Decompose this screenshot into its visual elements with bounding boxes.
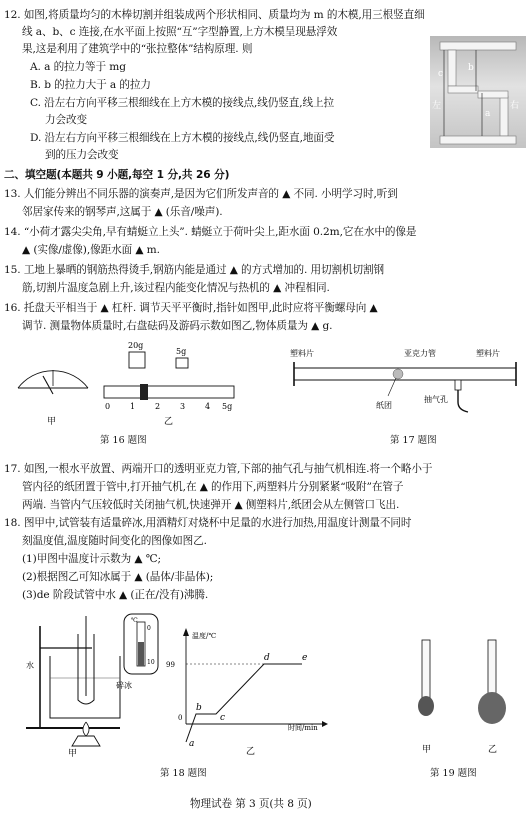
- pt-e: e: [302, 653, 308, 663]
- q18-part2: (2)根据图乙可知冰属于 ▲ (晶体/非晶体);: [22, 571, 214, 583]
- fig17-left-plate: 塑料片: [290, 349, 314, 358]
- label-ice: 碎冰: [116, 681, 132, 690]
- photo-label-c: c: [438, 69, 444, 79]
- therm-10: 10: [147, 659, 155, 666]
- fig18-label-b: 乙: [246, 747, 256, 757]
- fig17-caption: 第 17 题图: [390, 435, 437, 446]
- q18-line1: 18. 图甲中,试管装有适量碎冰,用酒精灯对烧杯中足量的水进行加热,用温度计测量不同时: [4, 517, 412, 529]
- fig19-caption: 第 19 题图: [430, 768, 477, 779]
- tick-4: 4: [205, 402, 211, 411]
- pt-c: c: [220, 713, 226, 723]
- q12-line1: 12. 如图,将质量均匀的木棒切割并组装成两个形状相同、质量均为 m 的木模,用三根竖直细: [4, 9, 425, 21]
- fig18-label-a: 甲: [68, 749, 78, 758]
- q13-line1: 13. 人们能分辨出不同乐器的演奏声,是因为它们所发声音的 ▲ 不同. 小明学习时,听到: [4, 188, 398, 200]
- photo-label-a: a: [485, 109, 491, 119]
- q15-line2: 筋,切割片温度急剧上升,该过程内能变化情况与热机的 ▲ 冲程相同.: [22, 282, 330, 294]
- tensegrity-photo: [430, 36, 526, 148]
- fig16-label-a: 甲: [47, 417, 57, 427]
- figure-16: [12, 340, 242, 444]
- q12-option-b: B. b 的拉力大于 a 的拉力: [30, 79, 151, 91]
- figure-18: [20, 608, 350, 762]
- weight-20g: 20g: [128, 341, 144, 350]
- page-footer: 物理试卷 第 3 页(共 8 页): [190, 798, 312, 810]
- q18-line2: 刻温度值,温度随时间变化的图像如图乙.: [22, 535, 207, 547]
- pt-a: a: [189, 739, 195, 749]
- fig17-hole: 抽气孔: [424, 395, 448, 404]
- photo-label-b: b: [468, 63, 474, 73]
- therm-unit: ℃: [131, 617, 138, 624]
- fig19-label-b: 乙: [488, 745, 498, 755]
- q18-part3: (3)de 阶段试管中水 ▲ (正在/没有)沸腾.: [22, 589, 209, 601]
- q14-line2: ▲ (实像/虚像),像距水面 ▲ m.: [22, 244, 160, 256]
- fig17-right-plate: 塑料片: [476, 349, 500, 358]
- graph-ylabel: 温度/℃: [192, 632, 217, 640]
- tick-3: 3: [180, 402, 186, 411]
- fig18-caption: 第 18 题图: [160, 768, 207, 779]
- tick-0: 0: [105, 402, 111, 411]
- pt-d: d: [264, 653, 270, 663]
- q12-option-c: C. 沿左右方向平移三根细线在上方木模的接线点,线仍竖直,线上拉: [30, 97, 335, 109]
- fig19-label-a: 甲: [422, 745, 432, 755]
- q12-line3: 果,这是利用了建筑学中的“张拉整体”结构原理. 则: [22, 43, 253, 55]
- q12-option-d-cont: 到的压力会改变: [45, 149, 119, 161]
- q12-option-a: A. a 的拉力等于 mg: [30, 61, 126, 73]
- graph-origin: 0: [178, 714, 183, 722]
- q16-line2: 调节. 测量物体质量时,右盘砝码及游码示数如图乙,物体质量为 ▲ g.: [22, 320, 333, 332]
- label-water: 水: [26, 661, 34, 670]
- photo-label-right: 右: [510, 101, 520, 111]
- tick-2: 2: [155, 402, 161, 411]
- tick-1: 1: [130, 402, 136, 411]
- q17-line3: 两端. 当管内气压较低时关闭抽气机,快速弹开 ▲ 侧塑料片,纸团会从左侧管口飞出.: [22, 499, 400, 511]
- therm-0: 0: [147, 625, 151, 632]
- q12-option-d: D. 沿左右方向平移三根细线在上方木模的接线点,线仍竖直,地面受: [30, 132, 335, 144]
- figure-19: [408, 636, 508, 760]
- graph-xlabel: 时间/min: [288, 724, 318, 732]
- photo-label-left: 左: [432, 101, 442, 111]
- fig16-caption: 第 16 题图: [100, 435, 147, 446]
- weight-5g: 5g: [176, 347, 187, 356]
- fig17-ball: 纸团: [376, 401, 392, 410]
- q16-line1: 16. 托盘天平相当于 ▲ 杠杆. 调节天平平衡时,指针如图甲,此时应将平衡螺母向 ▲: [4, 302, 378, 314]
- fig16-label-b: 乙: [164, 417, 174, 427]
- fig17-tube: 亚克力管: [404, 349, 436, 358]
- q14-line1: 14. “小荷才露尖尖角,早有蜻蜓立上头”. 蜻蜓立于荷叶尖上,距水面 0.2m,它在水中的像是: [4, 226, 417, 238]
- q17-line2: 管内径的纸团置于管中,打开抽气机,在 ▲ 的作用下,两塑料片分别紧紧“吸附”在管子: [22, 481, 404, 493]
- tick-5g: 5g: [222, 402, 233, 411]
- q13-line2: 邻居家传来的钢琴声,这属于 ▲ (乐音/噪声).: [22, 206, 223, 218]
- pt-b: b: [196, 703, 202, 713]
- section-2-heading: 二、填空题(本题共 9 小题,每空 1 分,共 26 分): [4, 169, 230, 181]
- graph-y99: 99: [166, 661, 175, 669]
- q18-part1: (1)甲图中温度计示数为 ▲ ℃;: [22, 553, 161, 565]
- figure-17: [288, 342, 520, 436]
- q12-line2: 线 a、b、c 连接,在水平面上按照“互”字型静置,上方木模呈现悬浮效: [22, 26, 338, 38]
- q12-option-c-cont: 力会改变: [45, 114, 87, 126]
- q15-line1: 15. 工地上暴晒的钢筋热得烫手,钢筋内能是通过 ▲ 的方式增加的. 用切割机切割钢: [4, 264, 384, 276]
- q17-line1: 17. 如图,一根水平放置、两端开口的透明亚克力管,下部的抽气孔与抽气机相连.将一个略小于: [4, 463, 433, 475]
